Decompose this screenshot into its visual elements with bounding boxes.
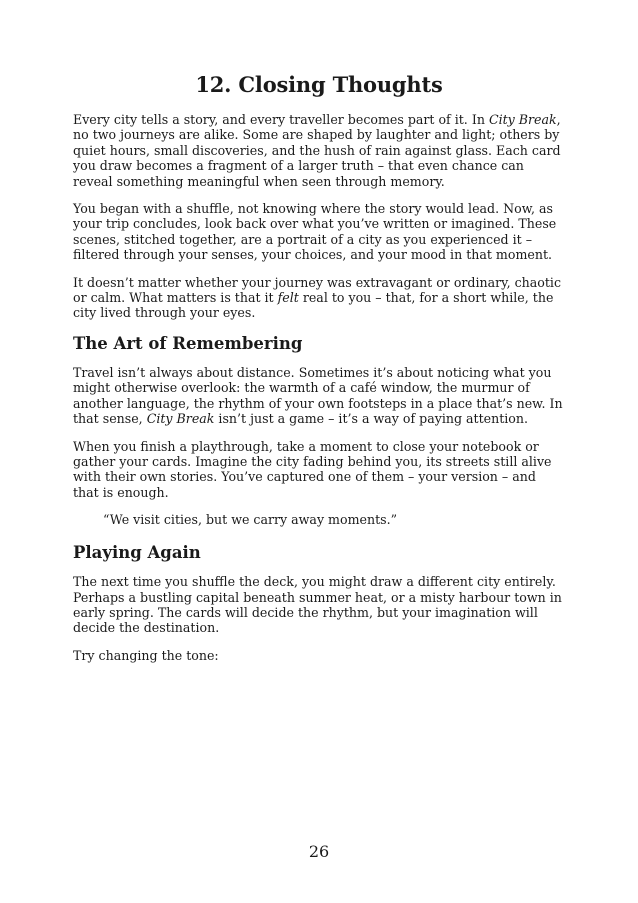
intro-paragraph-1 (73, 112, 565, 189)
remembering-p1-line-3: In that sense, City Break isn’t just a game – it’s a way of paying attention. (73, 395, 563, 427)
pull-quote: “We visit cities, but we carry away moments.” (103, 512, 398, 528)
remembering-p1-line-2: Sometimes it’s about noticing what you might otherwise overlook: the warmth of a café window, the murmur of another language, the rhythm of your own footsteps in a place that’s new. (73, 364, 552, 411)
playing-p1-line-1: The next time you shuffle the deck, you might draw a different city entirely. (73, 574, 556, 590)
page-content (73, 72, 565, 675)
game-title-emphasis: City Break (146, 411, 215, 427)
game-title-emphasis: City Break (488, 112, 557, 127)
remembering-p2-line-1: When you finish a playthrough, take a moment to close your notebook or gather your cards. (73, 438, 539, 469)
playing-p1-line-2: Perhaps a bustling capital beneath summer heat, or a misty harbour town in early spring. (73, 589, 562, 620)
intro-p3-line-2: What matters is that it felt real to you – that, for a short while, the city lived through your eyes. (73, 290, 554, 321)
remembering-p2-line-2: Imagine the city fading behind you, its streets still alive with their own stories. (73, 453, 552, 485)
playing-again-paragraph-1 (73, 574, 565, 636)
felt-emphasis: felt (277, 290, 299, 306)
intro-paragraph-3 (73, 275, 565, 321)
intro-p3-line-1: It doesn’t matter whether your journey was extravagant or ordinary, chaotic or calm. (73, 274, 561, 306)
playing-again-paragraph-2: Try changing the tone: (73, 647, 219, 663)
intro-p2-line-2: Now, as your trip concludes, look back over what you’ve written or imagined. (73, 201, 553, 232)
remembering-paragraph-1 (73, 365, 565, 427)
page-number: 26 (308, 842, 330, 861)
remembering-paragraph-2 (73, 439, 565, 501)
intro-p1-line-4: Each card you draw becomes a fragment of a larger truth – that even chance can reveal something meaningful when seen through memory. (73, 142, 561, 189)
intro-paragraph-2 (73, 201, 565, 263)
intro-p1-line-3: Some are shaped by laughter and light; others by quiet hours, small discoveries, and the hush of rain against glass. (73, 127, 560, 158)
intro-p2-line-1: You began with a shuffle, not knowing where the story would lead. (73, 201, 500, 217)
intro-p1-line-1: Every city tells a story, and every traveller becomes part of it. (73, 112, 468, 127)
section-heading-playing-again: Playing Again (73, 543, 201, 563)
remembering-p2-line-3: You’ve captured one of them – your version – and that is enough. (73, 469, 536, 500)
intro-p2-line-3: These scenes, stitched together, are a portrait of a city as you experienced it – filtered through your senses, your choices, and your mood in that moment. (73, 216, 557, 263)
intro-p1-line-2: In City Break, no two journeys are alike. (73, 112, 561, 143)
remembering-p1-line-1: Travel isn’t always about distance. (73, 364, 295, 380)
section-heading-remembering: The Art of Remembering (73, 333, 303, 353)
playing-p1-line-3: The cards will decide the rhythm, but your imagination will decide the destination. (73, 604, 538, 636)
chapter-title: 12. Closing Thoughts (195, 72, 443, 97)
